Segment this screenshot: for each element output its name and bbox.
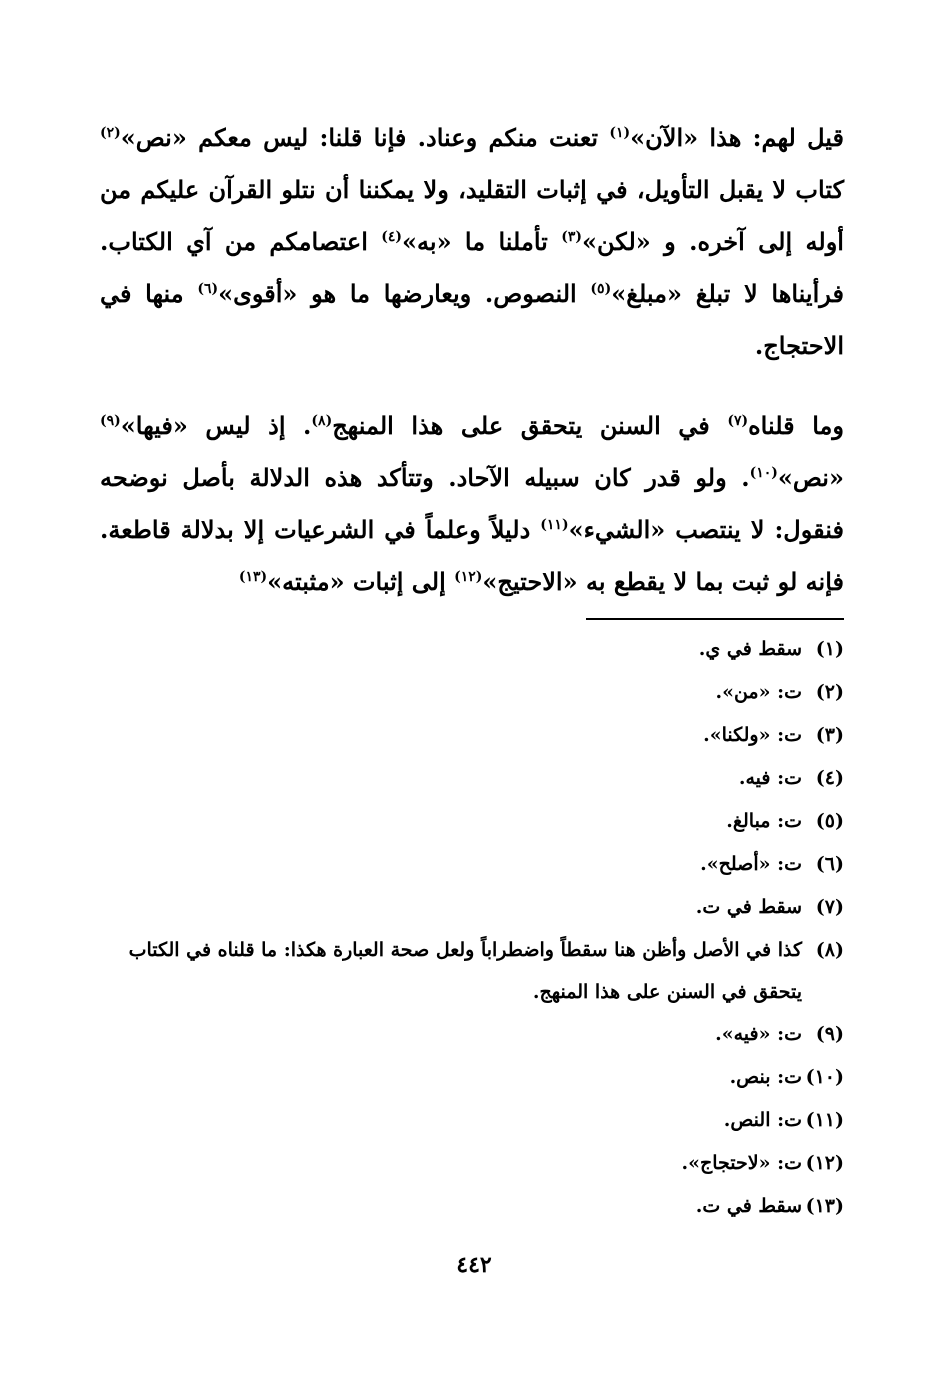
footnote-ref[interactable]: (٧) <box>727 413 749 429</box>
footnote-item <box>84 1099 844 1142</box>
footnote-number: (٤) <box>815 767 844 789</box>
footnote-item <box>84 886 844 929</box>
footnote-item <box>84 1056 844 1099</box>
footnote-number: (٩) <box>815 1023 844 1045</box>
text-run: إلى إثبات «مثبته» <box>267 567 455 596</box>
text-run: دليلاً وعلماً في الشرعيات إلا بدلالة قاطعة. فإنه لو ثبت بما لا يقطع به «الاحتيج» <box>100 515 844 596</box>
footnote-item <box>84 1185 844 1228</box>
footnote-ref[interactable]: (١٣) <box>238 569 268 585</box>
footnote-number: (٨) <box>815 939 844 961</box>
footnote-text: ت: فيه. <box>738 767 802 789</box>
footnote-number: (٦) <box>815 853 844 875</box>
main-paragraph-1 <box>100 112 844 372</box>
footnote-number: (٥) <box>815 810 844 832</box>
text-run: منها في الاحتجاج. <box>100 279 844 360</box>
text-run: قيل لهم: هذا «الآن» <box>630 123 844 152</box>
footnote-ref[interactable]: (٢) <box>100 125 121 141</box>
footnote-item <box>84 757 844 800</box>
footnote-ref[interactable]: (٣) <box>561 229 582 245</box>
footnote-text: سقط في ت. <box>695 1195 802 1217</box>
footnote-ref[interactable]: (١١) <box>540 517 569 533</box>
footnote-item <box>84 929 844 1013</box>
text-run: كتاب لا يقبل التأويل، في إثبات التقليد، ولا يمكننا أن نتلو القرآن عليكم من أوله إلى آخره. و «لكن» <box>100 175 844 256</box>
footnote-text: كذا في الأصل وأظن هنا سقطاً واضطراباً ولعل صحة العبارة هكذا: ما قلناه في الكتاب يتحقق في السنن على هذا المنهج. <box>128 939 802 1003</box>
footnote-item <box>84 714 844 757</box>
footnote-number: (١٣) <box>805 1195 844 1217</box>
main-paragraph-2 <box>100 400 844 608</box>
text-run: «نص» <box>777 463 844 492</box>
footnote-ref[interactable]: (١) <box>609 125 631 141</box>
footnote-text: ت: بنص. <box>729 1066 802 1088</box>
page-number: ٤٤٢ <box>456 1252 492 1278</box>
text-run: تأملنا ما «به» <box>402 227 562 256</box>
footnote-item <box>84 671 844 714</box>
footnote-separator <box>586 618 844 620</box>
footnote-text: ت: «أصلح». <box>700 853 802 875</box>
footnote-ref[interactable]: (١٠) <box>749 465 778 481</box>
footnote-item <box>84 843 844 886</box>
footnote-number: (٢) <box>815 681 844 703</box>
footnote-ref[interactable]: (٥) <box>590 281 612 297</box>
footnote-ref[interactable]: (١٢) <box>454 569 483 585</box>
footnote-number: (١) <box>815 638 844 660</box>
footnote-text: ت: «فيه». <box>715 1023 802 1045</box>
footnote-text: ت: «لاحتجاج». <box>681 1152 802 1174</box>
footnote-number: (٣) <box>815 724 844 746</box>
footnote-number: (١٠) <box>805 1066 844 1088</box>
footnote-item <box>84 800 844 843</box>
text-run: تعنت منكم وعناد. فإنا قلنا: ليس معكم «نص» <box>120 123 610 152</box>
footnote-ref[interactable]: (٩) <box>100 413 121 429</box>
footnote-number: (١٢) <box>805 1152 844 1174</box>
footnote-text: ت: «من». <box>715 681 802 703</box>
footnote-ref[interactable]: (٨) <box>311 413 333 429</box>
footnote-text: سقط في ي. <box>698 638 802 660</box>
text-run: النصوص. ويعارضها ما هو «أقوى» <box>218 279 591 308</box>
text-run: في السنن يتحقق على هذا المنهج <box>332 411 728 440</box>
footnote-number: (٧) <box>815 896 844 918</box>
footnote-item <box>84 1013 844 1056</box>
footnote-ref[interactable]: (٤) <box>381 229 403 245</box>
footnote-text: سقط في ت. <box>695 896 802 918</box>
footnote-text: ت: «ولكنا». <box>703 724 802 746</box>
footnote-item <box>84 628 844 671</box>
footnote-text: ت: مبالغ. <box>726 810 802 832</box>
text-run: وما قلناه <box>748 411 844 440</box>
text-run: اعتصامكم من آي الكتاب. فرأيناها لا تبلغ «مبلغ» <box>100 227 844 308</box>
footnotes-list <box>84 628 844 1228</box>
footnote-ref[interactable]: (٦) <box>197 281 219 297</box>
text-run: . ولو قدر كان سبيله الآحاد. وتتأكد هذه الدلالة بأصل نوضحه فنقول: لا ينتصب «الشيء» <box>100 463 844 544</box>
footnote-number: (١١) <box>805 1109 844 1131</box>
footnote-item <box>84 1142 844 1185</box>
text-run: . إذ ليس «فيها» <box>120 411 312 440</box>
footnote-text: ت: النص. <box>723 1109 802 1131</box>
